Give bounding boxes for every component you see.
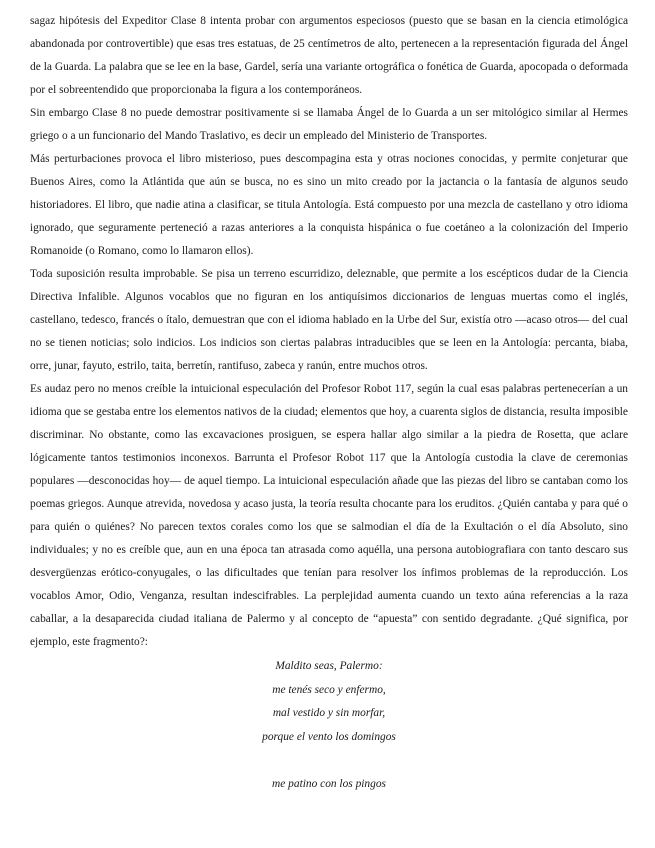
stanza-break (30, 749, 628, 773)
poem-line-4: porque el vento los domingos (262, 730, 396, 743)
poem-line-2: me tenés seco y enfermo, (272, 683, 386, 696)
poem-line-3: mal vestido y sin morfar, (272, 707, 386, 719)
paragraph-1: sagaz hipótesis del Expeditor Clase 8 intenta probar con argumentos especiosos (puesto que se basan en la ciencia etimológica abandonada por controvertible) que esas tres estatuas, de 25 centímetros de alto, pertenecen a la representación figurada del Ángel de la Guarda. La palabra que se lee en la base, Gardel, sería una variante ortográfica o fonética de Guarda, apocopada o deformada por el sobreentendido que proporcionaba la figura a los contemporáneos. (30, 15, 628, 96)
paragraph-4: Toda suposición resulta improbable. Se pisa un terreno escurridizo, deleznable, que permite a los escépticos dudar de la Ciencia Directiva Infalible. Algunos vocablos que no figuran en los antiquísimos diccionarios de lenguas muertas como el inglés, castellano, tedesco, francés o ítalo, demuestran que con el idioma hablado en la Urbe del Sur, existía otro —acaso otros— del cual no se tienen noticias; solo indicios. Los indicios son ciertas palabras intraducibles que se leen en la Antología: percanta, biaba, orre, junar, fayuto, estrilo, taita, berretín, rantifuso, zabeca y ranún, entre muchos otros. (30, 268, 628, 372)
paragraph-5: Es audaz pero no menos creíble la intuicional especulación del Profesor Robot 117, según la cual esas palabras pertenecerían a un idioma que se gestaba entre los elementos nativos de la ciudad; elementos que hoy, a cuarenta siglos de distancia, resulta imposible discriminar. No obstante, como las excavaciones prosiguen, se espera hallar algo similar a la piedra de Rosetta, que aclare lógicamente tantos testimonios inconexos. Barrunta el Profesor Robot 117 que la Antología custodia la clave de ceremonias populares —desconocidas hoy— de aquel tiempo. La intuicional especulación añade que las piezas del libro se cantaban como los poemas griegos. Aunque atrevida, novedosa y acaso justa, la teoría resulta chocante para los eruditos. ¿Quién cantaba y para qué o para quién o quiénes? No parecen textos corales como los que se salmodian el día de la Exultación o el día Absoluto, sino individuales; y no es creíble que, aun en una época tan atrasada como aquélla, una persona autobiografiara con tanto descaro sus desvergüenzas erótico-conyugales, o las dificultades que tenían para resolver los ínfimos problemas de la reproducción. Los vocablos Amor, Odio, Venganza, resultan indescifrables. La perplejidad aumenta cuando un texto aúna referencias a la raza caballar, a la desaparecida ciudad italiana de Palermo y al concepto de “apuesta” con sentido degradante. ¿Qué significa, por ejemplo, este fragmento?: (30, 383, 628, 648)
poem-line-5: me patino con los pingos (272, 778, 386, 790)
poem-line-1: Maldito seas, Palermo: (275, 660, 383, 672)
poem-fragment (30, 655, 628, 797)
paragraph-3: Más perturbaciones provoca el libro misterioso, pues descompagina esta y otras nociones conocidas, y permite conjeturar que Buenos Aires, como la Atlántida que aún se busca, no es sino un mito creado por la jactancia o la fantasía de algunos seudo historiadores. El libro, que nadie atina a clasificar, se titula Antología. Está compuesto por una mezcla de castellano y otro idioma ignorado, que seguramente perteneció a razas anteriores a la conquista hispánica o fue coetáneo a la colonización del Imperio Romanoide (o Romano, como lo llamaron ellos). (30, 153, 628, 257)
document-page (30, 10, 628, 797)
paragraph-2: Sin embargo Clase 8 no puede demostrar positivamente si se llamaba Ángel de lo Guarda a un ser mitológico similar al Hermes griego o a un funcionario del Mando Traslativo, es decir un empleado del Ministerio de Transportes. (30, 107, 628, 142)
